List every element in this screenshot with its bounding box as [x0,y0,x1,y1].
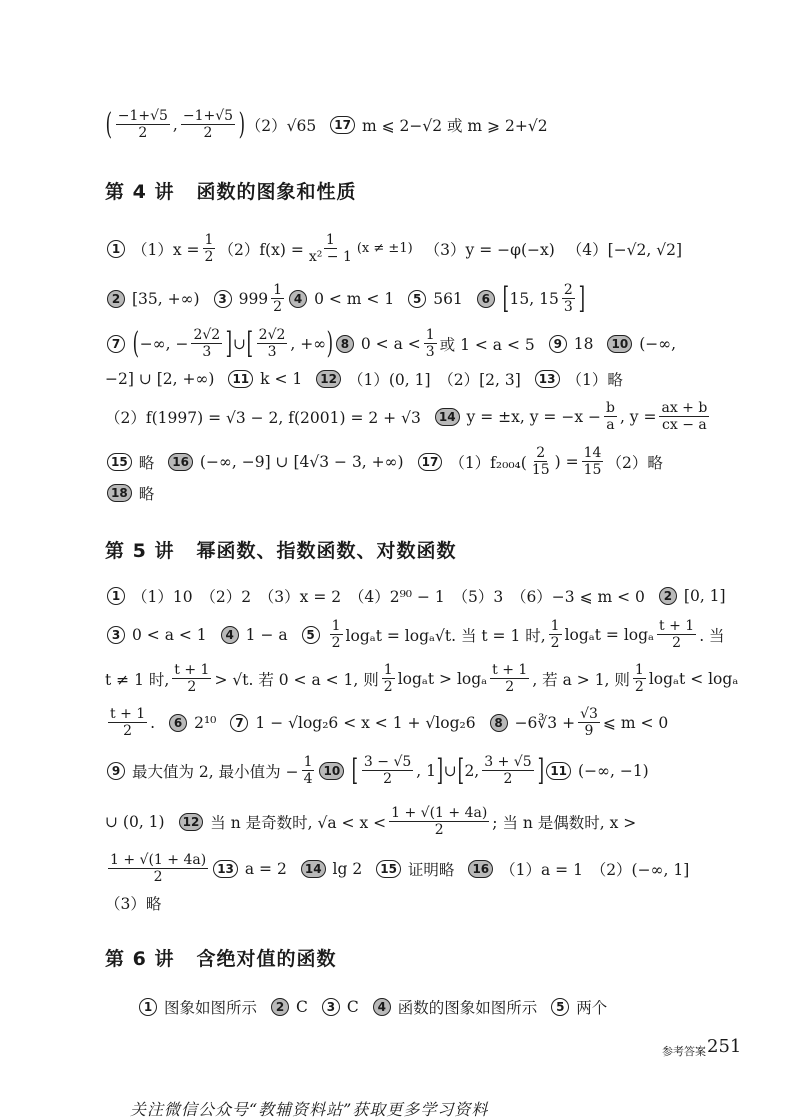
question-number: 3 [214,290,232,308]
question-number: 14 [301,860,326,878]
question-number: 15 [376,860,401,878]
answer-row: （3）略 [105,895,162,913]
answer-row: 3 0 < a < 1 4 1 − a 5 $\frac{1}{2}$ logₐt = logₐ√t. 当 t = 1 时, $\frac{1}{2}$ logₐt = logₐ $\frac{t + 1}{2}$ . 当 [105,618,800,651]
question-number: 13 [535,370,560,388]
watermark-text: 关注微信公众号“教辅资料站”获取更多学习资料 [130,1100,489,1119]
question-number: 2 [271,998,289,1016]
section-heading: 第 6 讲 含绝对值的函数 [105,948,337,970]
fraction: $\frac{-1+√5}{2}$ [117,108,168,141]
question-number: 12 [179,813,204,831]
answer-row: 7 ( −∞, − $\frac{2√2}{3}$ ] ∪ [ $\frac{2√2}{3}$ , +∞ ) 8 0 < a < $\frac{1}{3}$ 或 1 < a < 5 9 18 10 (−∞, [105,327,800,360]
answer-row: 18 略 [105,482,800,504]
question-number: 5 [551,998,569,1016]
question-number: 17 [418,453,443,471]
question-number: 1 [107,240,125,258]
question-number: 14 [435,408,460,426]
question-number: 7 [230,714,248,732]
footer-label: 参考答案 [662,1045,706,1058]
question-number: 4 [373,998,391,1016]
question-number: 13 [213,860,238,878]
question-number: 10 [607,335,632,353]
answer-row: −2] ∪ [2, +∞) 11 k < 1 12 （1）(0, 1] （2）[2, 3] 13 （1）略 [105,370,623,389]
question-number: 6 [477,290,495,308]
question-number: 4 [221,626,239,644]
question-number: 3 [322,998,340,1016]
question-number: 9 [107,762,125,780]
question-number: 2 [107,290,125,308]
question-number: 1 [139,998,157,1016]
answer-row: 1 （1）10 （2）2 （3）x = 2 （4）2⁹⁰ − 1 （5）3 （6）−3 ⩽ m < 0 2 [0, 1] [105,585,800,607]
answer-row: $\frac{1 + √(1 + 4a)}{2}$ 13 a = 2 14 lg 2 15 证明略 16 （1）a = 1 （2）(−∞, 1] [110,852,690,885]
question-number: 8 [336,335,354,353]
question-number: 3 [107,626,125,644]
answer-row: 1 （1）x = $\frac{1}{2}$ （2）f(x) = $\frac{1}{\text{x² − 1}}$ (x ≠ ±1) （3）y = −φ(−x) （4）[−√2, √2] [105,232,800,265]
answer-row: 2 [35, +∞) 3 999 $\frac{1}{2}$ 4 0 < m < 1 5 561 6 [ 15, 15 $\frac{2}{3}$ ] [105,282,800,315]
section-heading: 第 5 讲 幂函数、指数函数、对数函数 [105,540,457,562]
fraction: $\frac{-1+√5}{2}$ [182,108,234,141]
question-number: 8 [490,714,508,732]
question-number: 12 [316,370,341,388]
question-number: 15 [107,453,132,471]
answer-row: （2）f(1997) = √3 − 2, f(2001) = 2 + √3 14 y = ±x, y = −x − $\frac{b}{a}$ , y = $\frac{ax + b}{cx - a}$ [105,400,708,433]
question-number: 6 [169,714,187,732]
answer-row: 1 图象如图所示 2 C 3 C 4 函数的图象如图所示 5 两个 [137,996,800,1018]
question-number: 10 [319,762,344,780]
question-number: 11 [228,370,253,388]
question-number: 4 [289,290,307,308]
question-number: 16 [168,453,193,471]
question-number: 5 [408,290,426,308]
question-number: 17 [330,116,355,134]
question-number: 9 [549,335,567,353]
answer-row: $\frac{t + 1}{2}$ . 6 2¹⁰ 7 1 − √log₂6 < x < 1 + √log₂6 8 −6∛3 + $\frac{√3}{9}$ ⩽ m < 0 [110,706,669,739]
question-number: 5 [302,626,320,644]
question-number: 16 [468,860,493,878]
question-number: 1 [107,587,125,605]
top-answer-line: ( $\frac{-1+√5}{2}$ , $\frac{-1+√5}{2}$ ) （2）√65 17 m ⩽ 2−√2 或 m ⩾ 2+√2 [105,106,548,142]
section-heading: 第 4 讲 函数的图象和性质 [105,181,357,203]
answer-row: ∪ (0, 1) 12 当 n 是奇数时, √a < x < $\frac{1 + √(1 + 4a)}{2}$ ; 当 n 是偶数时, x > [105,805,637,838]
page-number: 251 [707,1036,742,1057]
question-number: 11 [546,762,571,780]
question-number: 18 [107,484,132,502]
answer-row: t ≠ 1 时, $\frac{t + 1}{2}$ > √t. 若 0 < a < 1, 则 $\frac{1}{2}$ logₐt > logₐ $\frac{t + 1}{2}$ , 若 a > 1, 则 $\frac{1}{2}$ logₐt < logₐ [105,662,739,695]
question-number: 7 [107,335,125,353]
answer-row: 9 最大值为 2, 最小值为 − $\frac{1}{4}$ 10 [ $\frac{3 - √5}{2}$ , 1 ] ∪ [ 2, $\frac{3 + √5}{2}$ ] 11 (−∞, −1) [105,754,800,787]
question-number: 2 [659,587,677,605]
answer-row: 15 略 16 (−∞, −9] ∪ [4√3 − 3, +∞) 17 （1）f₂₀₀₄( $\frac{2}{15}$ ) = $\frac{14}{15}$ （2）略 [105,445,800,478]
